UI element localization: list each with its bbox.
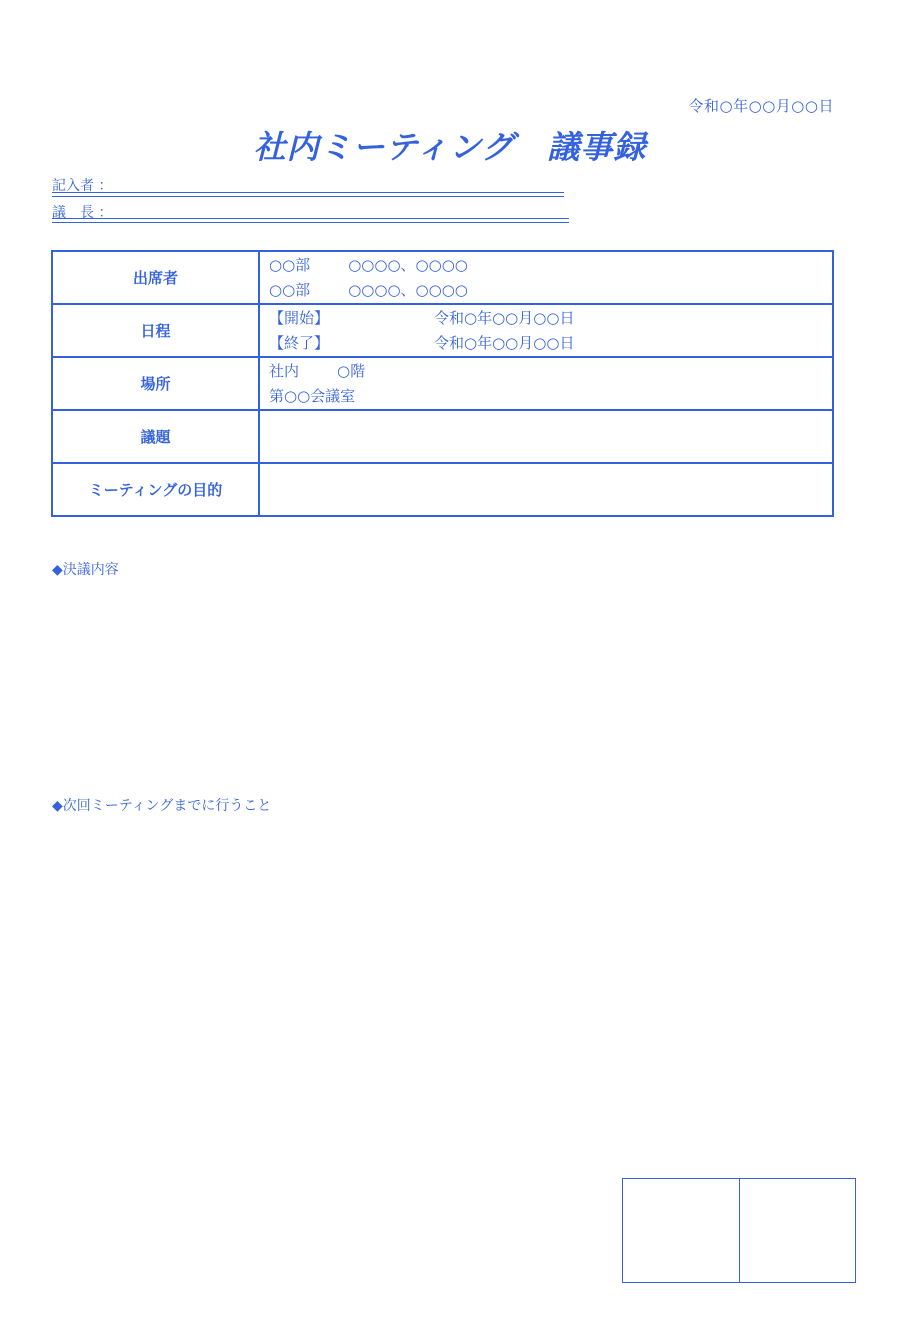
location-building-line	[269, 359, 832, 384]
table-row-location	[52, 357, 833, 410]
resolutions-heading: ◆決議内容	[52, 562, 119, 578]
location-value	[259, 357, 833, 410]
attendee-dept: ○○部	[269, 280, 311, 299]
attendee-dept: ○○部	[269, 255, 311, 274]
table-row-schedule	[52, 304, 833, 357]
table-row-agenda	[52, 410, 833, 463]
schedule-end	[269, 331, 832, 356]
recorder-signature-line	[52, 192, 564, 197]
attendee-line	[269, 278, 832, 303]
purpose-label: ミーティングの目的	[52, 463, 259, 516]
document-date: 令和○年○○月○○日	[688, 97, 834, 115]
attendee-names: ○○○○、○○○○	[348, 255, 468, 274]
location-floor: ○階	[337, 361, 366, 380]
attendees-value	[259, 251, 833, 304]
table-row-attendees	[52, 251, 833, 304]
agenda-label: 議題	[52, 410, 259, 463]
schedule-label: 日程	[52, 304, 259, 357]
attendee-line	[269, 253, 832, 278]
stamp-cell[interactable]	[623, 1179, 739, 1282]
end-label: 【終了】	[269, 333, 330, 352]
agenda-value[interactable]	[259, 410, 833, 463]
location-label: 場所	[52, 357, 259, 410]
location-room: 第○○会議室	[269, 386, 356, 405]
recorder-label: 記入者 ：	[52, 178, 113, 194]
stamp-cell[interactable]	[739, 1179, 856, 1282]
schedule-value	[259, 304, 833, 357]
attendee-names: ○○○○、○○○○	[348, 280, 468, 299]
purpose-value[interactable]	[259, 463, 833, 516]
page-title: 社内ミーティング 議事録	[253, 128, 647, 166]
start-label: 【開始】	[269, 308, 330, 327]
start-date: 令和○年○○月○○日	[434, 308, 575, 327]
next-actions-heading: ◆次回ミーティングまでに行うこと	[52, 798, 272, 814]
meeting-info-table	[51, 250, 834, 517]
table-row-purpose	[52, 463, 833, 516]
schedule-start	[269, 306, 832, 331]
attendees-label: 出席者	[52, 251, 259, 304]
location-building: 社内	[269, 361, 300, 380]
end-date: 令和○年○○月○○日	[434, 333, 575, 352]
approval-stamp-box	[622, 1178, 856, 1283]
chair-label: 議 長 ：	[52, 205, 113, 221]
chair-signature-line	[52, 218, 569, 223]
